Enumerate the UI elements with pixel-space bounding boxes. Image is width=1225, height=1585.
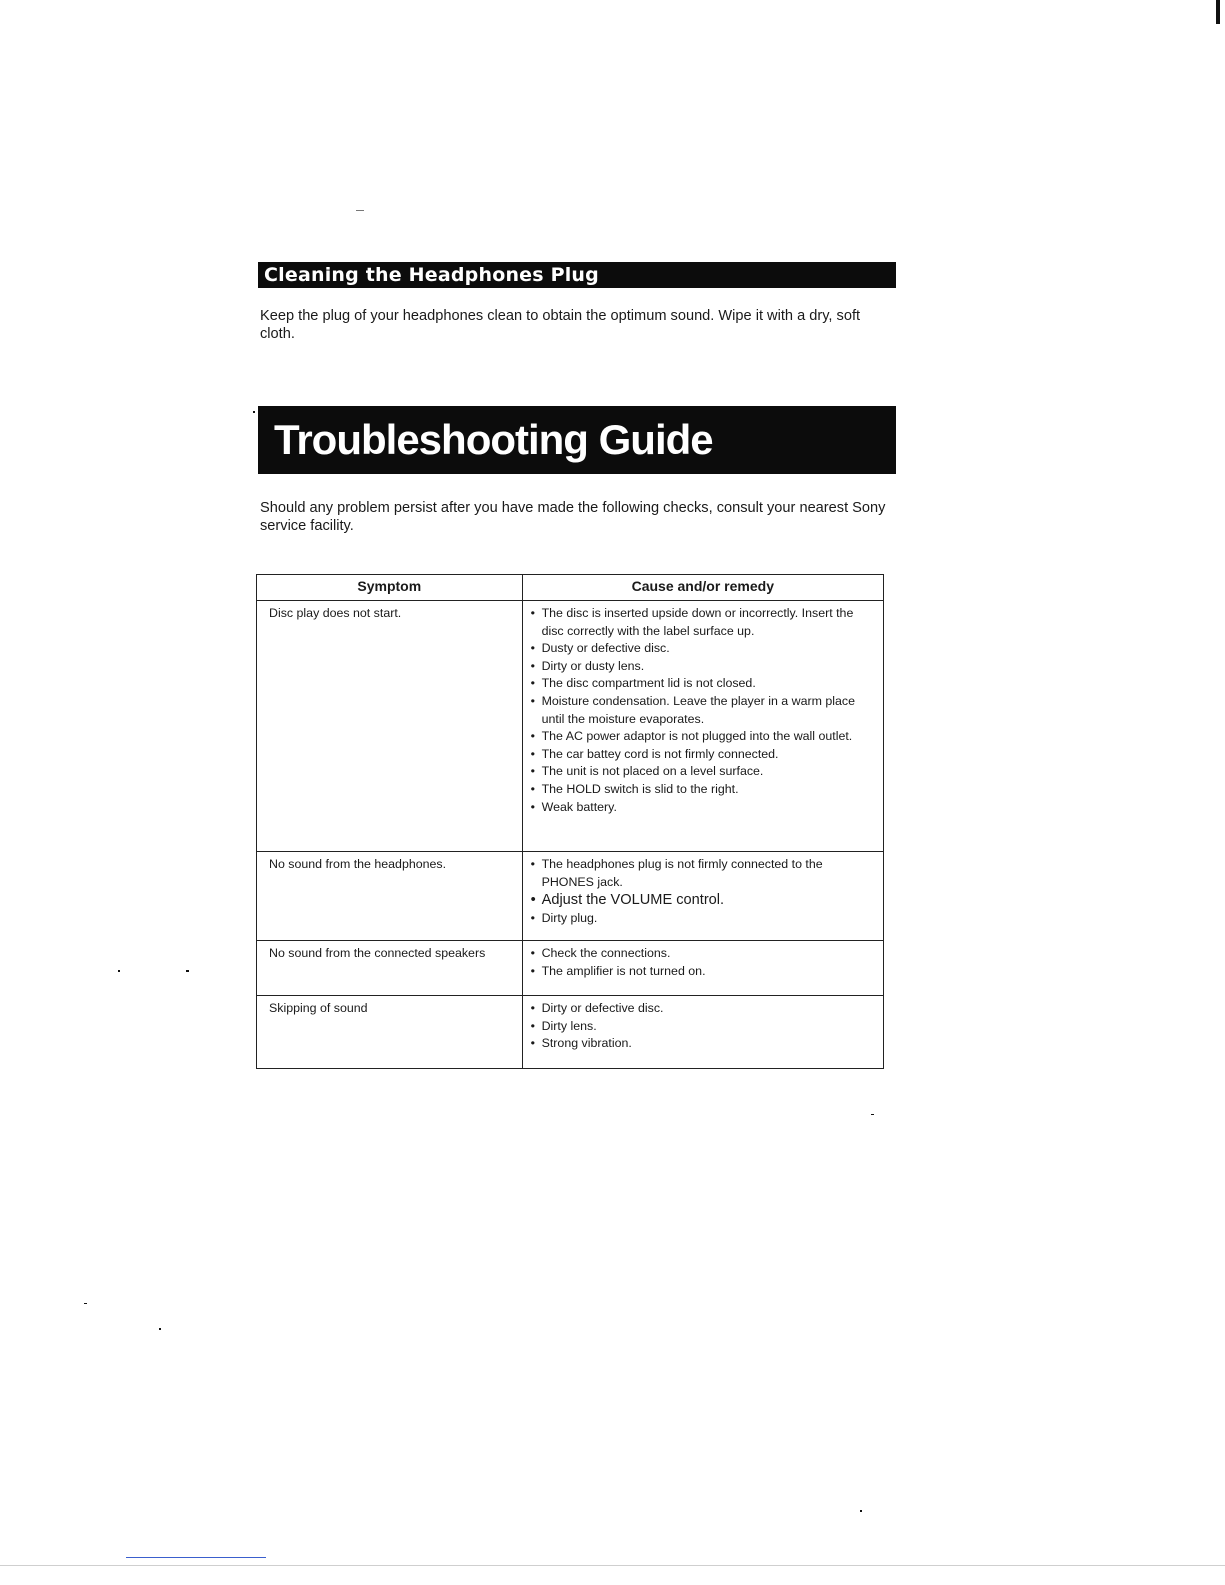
- troubleshooting-intro-paragraph: Should any problem persist after you have made the following checks, consult your nearest Sony service facility.: [260, 500, 886, 534]
- remedy-cell: [522, 996, 883, 1069]
- remedy-item: • The car battey cord is not firmly connected.: [531, 746, 877, 764]
- scan-speck: [118, 970, 120, 972]
- remedy-cell: [522, 852, 883, 941]
- remedy-item: • The HOLD switch is slid to the right.: [531, 781, 877, 799]
- table-header-row: [257, 575, 884, 601]
- symptom-column-header: Symptom: [257, 575, 523, 601]
- symptom-cell: Skipping of sound: [257, 996, 523, 1069]
- remedy-item: • Strong vibration.: [531, 1035, 877, 1053]
- scan-speck: [186, 970, 189, 972]
- remedy-list: [531, 1000, 877, 1053]
- remedy-item: • Adjust the VOLUME control.: [531, 891, 877, 910]
- cleaning-section-heading: Cleaning the Headphones Plug: [258, 262, 896, 288]
- remedy-item: • The unit is not placed on a level surface.: [531, 763, 877, 781]
- remedy-item: • Moisture condensation. Leave the player in a warm place until the moisture evaporates.: [531, 693, 877, 728]
- remedy-item: • Dirty or defective disc.: [531, 1000, 877, 1018]
- scan-speck: [84, 1303, 87, 1304]
- cleaning-paragraph: Keep the plug of your headphones clean to obtain the optimum sound. Wipe it with a dry, soft cloth.: [260, 308, 861, 342]
- scan-underline-mark: [126, 1557, 266, 1558]
- remedy-item: • The headphones plug is not firmly connected to the PHONES jack.: [531, 856, 877, 891]
- remedy-cell: [522, 941, 883, 996]
- remedy-item: • The disc is inserted upside down or incorrectly. Insert the disc correctly with the label surface up.: [531, 605, 877, 640]
- remedy-item: • Dusty or defective disc.: [531, 640, 877, 658]
- remedy-column-header: Cause and/or remedy: [522, 575, 883, 601]
- symptom-cell: Disc play does not start.: [257, 601, 523, 852]
- troubleshooting-table: [256, 574, 884, 1069]
- scan-bottom-rule: [0, 1565, 1225, 1566]
- remedy-item: • Dirty lens.: [531, 1018, 877, 1036]
- symptom-cell: No sound from the connected speakers: [257, 941, 523, 996]
- remedy-list: [531, 605, 877, 816]
- table-row: [257, 852, 884, 941]
- scan-speck: [871, 1114, 874, 1115]
- table-row: [257, 996, 884, 1069]
- scan-speck: [159, 1328, 161, 1330]
- remedy-list: [531, 856, 877, 928]
- scan-speck: [860, 1510, 862, 1512]
- remedy-cell: [522, 601, 883, 852]
- table-row: [257, 941, 884, 996]
- remedy-item: • Dirty plug.: [531, 910, 877, 928]
- remedy-item: • Weak battery.: [531, 799, 877, 817]
- remedy-item: • Dirty or dusty lens.: [531, 658, 877, 676]
- scan-speck: [253, 411, 255, 413]
- remedy-item: • The AC power adaptor is not plugged into the wall outlet.: [531, 728, 877, 746]
- remedy-list: [531, 945, 877, 980]
- troubleshooting-section-heading: Troubleshooting Guide: [258, 406, 896, 474]
- remedy-item: • The disc compartment lid is not closed.: [531, 675, 877, 693]
- scan-speck: [356, 210, 364, 211]
- symptom-cell: No sound from the headphones.: [257, 852, 523, 941]
- scan-edge-mark: [1216, 0, 1220, 24]
- table-row: [257, 601, 884, 852]
- remedy-item: • The amplifier is not turned on.: [531, 963, 877, 981]
- remedy-item: • Check the connections.: [531, 945, 877, 963]
